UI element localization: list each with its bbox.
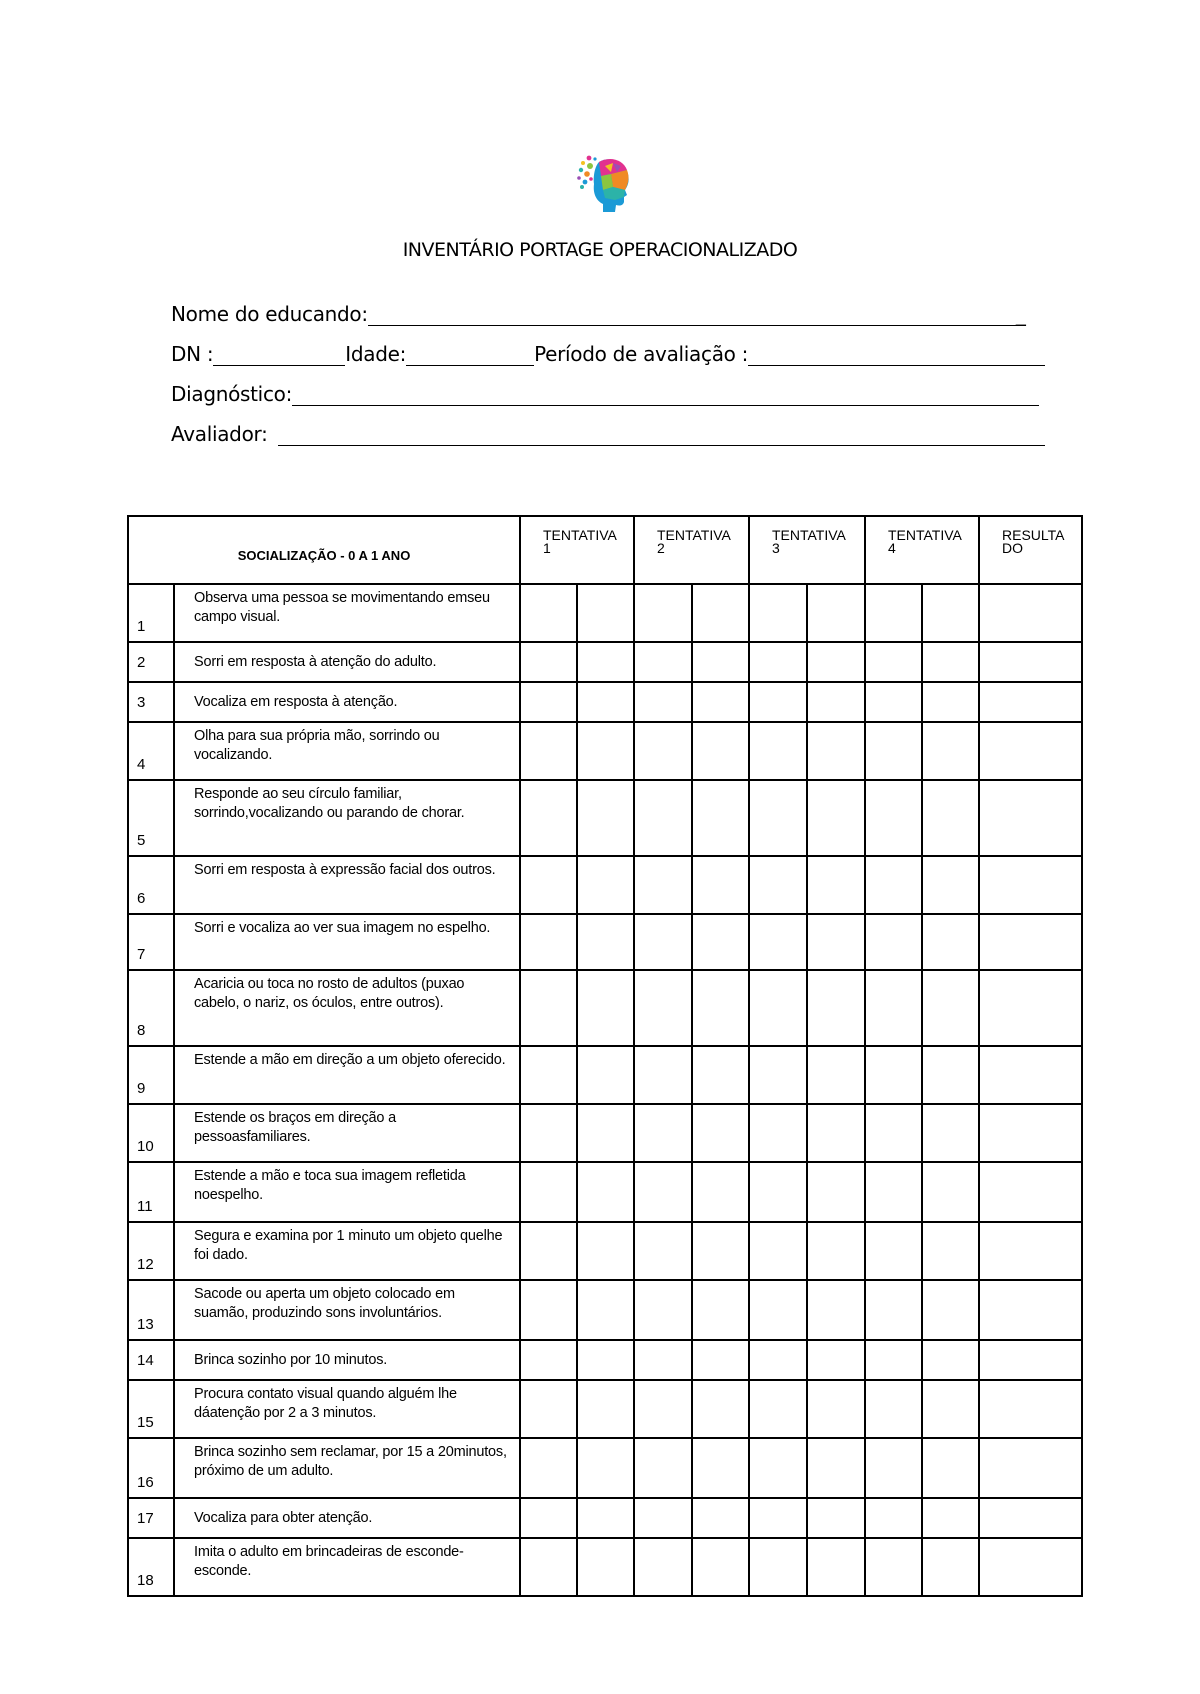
attempt-3-cell-1[interactable] (749, 780, 807, 856)
attempt-2-header (634, 516, 749, 584)
result-cell[interactable] (979, 722, 1082, 780)
attempt-1-cell-2[interactable] (577, 856, 634, 914)
attempt-3-cell-1[interactable] (749, 1104, 807, 1162)
attempt-1-cell-1[interactable] (520, 1046, 577, 1104)
attempt-4-cell-1[interactable] (865, 722, 922, 780)
attempt-3-cell-2[interactable] (807, 642, 865, 682)
attempt-3-cell-1[interactable] (749, 1222, 807, 1280)
attempt-1-cell-1[interactable] (520, 584, 577, 642)
attempt-4-cell-1[interactable] (865, 682, 922, 722)
result-cell[interactable] (979, 856, 1082, 914)
result-cell[interactable] (979, 1104, 1082, 1162)
row-description: Segura e examina por 1 minuto um objeto quelhe foi dado. (174, 1222, 520, 1280)
result-cell[interactable] (979, 1280, 1082, 1340)
attempt-2-cell-1[interactable] (634, 1280, 692, 1340)
attempt-2-cell-2[interactable] (692, 1340, 749, 1380)
attempt-1-cell-1[interactable] (520, 722, 577, 780)
result-header (979, 516, 1082, 584)
table-row (128, 1498, 1082, 1538)
attempt-4-cell-2[interactable] (922, 970, 979, 1046)
attempt-4-cell-2[interactable] (922, 1280, 979, 1340)
attempt-3-cell-1[interactable] (749, 970, 807, 1046)
attempt-1-cell-1[interactable] (520, 1498, 577, 1538)
diagnosis-row (171, 380, 1039, 406)
attempt-2-cell-1[interactable] (634, 914, 692, 970)
table-row (128, 1340, 1082, 1380)
row-description: Estende os braços em direção a pessoasfamiliares. (174, 1104, 520, 1162)
attempt-2-cell-2[interactable] (692, 970, 749, 1046)
attempt-1-cell-1[interactable] (520, 856, 577, 914)
attempt-4-cell-1[interactable] (865, 1046, 922, 1104)
attempt-4-header (865, 516, 979, 584)
evaluator-field[interactable] (278, 425, 1045, 446)
attempt-1-cell-2[interactable] (577, 1046, 634, 1104)
result-cell[interactable] (979, 1380, 1082, 1438)
result-cell[interactable] (979, 780, 1082, 856)
row-description: Vocaliza em resposta à atenção. (174, 682, 520, 722)
table-row (128, 914, 1082, 970)
attempt-2-cell-1[interactable] (634, 1380, 692, 1438)
result-cell[interactable] (979, 1222, 1082, 1280)
attempt-4-cell-2[interactable] (922, 1380, 979, 1438)
attempt-3-cell-2[interactable] (807, 1222, 865, 1280)
attempt-2-cell-2[interactable] (692, 584, 749, 642)
attempt-3-cell-2[interactable] (807, 1280, 865, 1340)
attempt-4-cell-1[interactable] (865, 1280, 922, 1340)
age-field[interactable] (406, 345, 534, 366)
attempt-3-cell-1[interactable] (749, 856, 807, 914)
attempt-4-cell-1[interactable] (865, 642, 922, 682)
row-description: Sacode ou aperta um objeto colocado em suamão, produzindo sons involuntários. (174, 1280, 520, 1340)
attempt-2-cell-2[interactable] (692, 1538, 749, 1596)
attempt-1-cell-1[interactable] (520, 642, 577, 682)
attempt-1-cell-2[interactable] (577, 682, 634, 722)
row-description: Brinca sozinho sem reclamar, por 15 a 20minutos, próximo de um adulto. (174, 1438, 520, 1498)
attempt-3-cell-2[interactable] (807, 1538, 865, 1596)
colorful-head-logo-icon (575, 154, 633, 216)
table-row (128, 642, 1082, 682)
result-cell[interactable] (979, 642, 1082, 682)
attempt-1-word: TENTATIVA (543, 527, 617, 543)
row-description: Brinca sozinho por 10 minutos. (174, 1340, 520, 1380)
evaluator-label: Avaliador: (171, 422, 268, 446)
row-description: Vocaliza para obter atenção. (174, 1498, 520, 1538)
attempt-1-cell-1[interactable] (520, 1104, 577, 1162)
attempt-1-header (520, 516, 634, 584)
row-description: Olha para sua própria mão, sorrindo ou vocalizando. (174, 722, 520, 780)
attempt-4-cell-2[interactable] (922, 1538, 979, 1596)
result-cell[interactable] (979, 1046, 1082, 1104)
attempt-4-cell-1[interactable] (865, 970, 922, 1046)
attempt-4-cell-1[interactable] (865, 914, 922, 970)
table-row (128, 722, 1082, 780)
attempt-1-cell-2[interactable] (577, 1222, 634, 1280)
table-row (128, 856, 1082, 914)
student-name-label: Nome do educando: (171, 302, 368, 326)
dob-label: DN : (171, 342, 214, 366)
attempt-2-cell-2[interactable] (692, 1162, 749, 1222)
table-header-row (128, 516, 1082, 584)
attempt-3-cell-1[interactable] (749, 1380, 807, 1438)
attempt-1-cell-2[interactable] (577, 642, 634, 682)
attempt-2-word: TENTATIVA (657, 527, 731, 543)
dob-age-period-row (171, 340, 1045, 366)
attempt-4-cell-2[interactable] (922, 1498, 979, 1538)
attempt-3-cell-2[interactable] (807, 1498, 865, 1538)
attempt-4-cell-2[interactable] (922, 1162, 979, 1222)
diagnosis-field[interactable] (292, 385, 1039, 406)
attempt-3-cell-2[interactable] (807, 856, 865, 914)
table-row (128, 1222, 1082, 1280)
attempt-1-cell-1[interactable] (520, 1538, 577, 1596)
attempt-4-cell-2[interactable] (922, 1340, 979, 1380)
attempt-1-cell-2[interactable] (577, 780, 634, 856)
row-number: 14 (128, 1340, 174, 1380)
attempt-1-cell-1[interactable] (520, 1438, 577, 1498)
attempt-4-word: TENTATIVA (888, 527, 962, 543)
evaluator-row (171, 420, 1045, 446)
result-cell[interactable] (979, 970, 1082, 1046)
attempt-3-cell-1[interactable] (749, 682, 807, 722)
table-row (128, 584, 1082, 642)
attempt-3-cell-2[interactable] (807, 722, 865, 780)
row-number: 12 (128, 1222, 174, 1280)
attempt-3-cell-1[interactable] (749, 1498, 807, 1538)
attempt-4-cell-1[interactable] (865, 1222, 922, 1280)
table-row (128, 1046, 1082, 1104)
attempt-1-cell-2[interactable] (577, 1538, 634, 1596)
attempt-2-cell-1[interactable] (634, 642, 692, 682)
attempt-3-cell-1[interactable] (749, 1538, 807, 1596)
attempt-3-cell-1[interactable] (749, 1162, 807, 1222)
attempt-3-cell-1[interactable] (749, 914, 807, 970)
attempt-1-cell-1[interactable] (520, 780, 577, 856)
row-number: 2 (128, 642, 174, 682)
attempt-2-cell-1[interactable] (634, 1222, 692, 1280)
row-number: 9 (128, 1046, 174, 1104)
table-row (128, 1438, 1082, 1498)
attempt-4-cell-1[interactable] (865, 780, 922, 856)
attempt-3-cell-1[interactable] (749, 642, 807, 682)
attempt-2-cell-1[interactable] (634, 682, 692, 722)
row-number: 15 (128, 1380, 174, 1438)
attempt-3-cell-2[interactable] (807, 1380, 865, 1438)
attempt-2-cell-1[interactable] (634, 1438, 692, 1498)
attempt-1-cell-1[interactable] (520, 1162, 577, 1222)
result-cell[interactable] (979, 1538, 1082, 1596)
attempt-2-cell-1[interactable] (634, 1538, 692, 1596)
attempt-3-cell-2[interactable] (807, 1162, 865, 1222)
result-header-line1: RESULTA (1002, 527, 1065, 543)
attempt-1-cell-2[interactable] (577, 1380, 634, 1438)
dob-field[interactable] (213, 345, 345, 366)
row-number: 1 (128, 584, 174, 642)
row-description: Sorri em resposta à atenção do adulto. (174, 642, 520, 682)
attempt-2-cell-1[interactable] (634, 1498, 692, 1538)
attempt-3-word: TENTATIVA (772, 527, 846, 543)
attempt-2-cell-2[interactable] (692, 1280, 749, 1340)
result-cell[interactable] (979, 1438, 1082, 1498)
row-description: Observa uma pessoa se movimentando emseu campo visual. (174, 584, 520, 642)
row-description: Estende a mão em direção a um objeto oferecido. (174, 1046, 520, 1104)
result-cell[interactable] (979, 1162, 1082, 1222)
attempt-2-cell-2[interactable] (692, 856, 749, 914)
attempt-1-cell-1[interactable] (520, 1340, 577, 1380)
attempt-2-cell-2[interactable] (692, 1438, 749, 1498)
attempt-4-cell-1[interactable] (865, 1340, 922, 1380)
table-row (128, 780, 1082, 856)
attempt-4-cell-2[interactable] (922, 856, 979, 914)
attempt-3-cell-2[interactable] (807, 1340, 865, 1380)
attempt-1-cell-1[interactable] (520, 1380, 577, 1438)
attempt-4-cell-2[interactable] (922, 1104, 979, 1162)
attempt-4-cell-1[interactable] (865, 856, 922, 914)
table-row (128, 970, 1082, 1046)
row-number: 10 (128, 1104, 174, 1162)
attempt-3-cell-2[interactable] (807, 1046, 865, 1104)
attempt-2-cell-1[interactable] (634, 1046, 692, 1104)
student-name-field[interactable] (368, 305, 1016, 326)
attempt-2-cell-1[interactable] (634, 1162, 692, 1222)
age-label: Idade: (345, 342, 407, 366)
attempt-4-cell-2[interactable] (922, 682, 979, 722)
attempt-4-cell-2[interactable] (922, 584, 979, 642)
attempt-1-cell-1[interactable] (520, 914, 577, 970)
attempt-4-cell-1[interactable] (865, 1162, 922, 1222)
assessment-table (127, 515, 1083, 1597)
attempt-2-cell-1[interactable] (634, 970, 692, 1046)
attempt-2-cell-1[interactable] (634, 856, 692, 914)
attempt-2-cell-1[interactable] (634, 1104, 692, 1162)
attempt-1-cell-1[interactable] (520, 970, 577, 1046)
attempt-2-cell-2[interactable] (692, 682, 749, 722)
section-title: SOCIALIZAÇÃO - 0 A 1 ANO (128, 516, 520, 584)
attempt-1-cell-2[interactable] (577, 1104, 634, 1162)
attempt-4-cell-2[interactable] (922, 1222, 979, 1280)
attempt-1-cell-2[interactable] (577, 584, 634, 642)
attempt-1-cell-1[interactable] (520, 1222, 577, 1280)
row-number: 5 (128, 780, 174, 856)
attempt-1-cell-2[interactable] (577, 722, 634, 780)
row-description: Sorri e vocaliza ao ver sua imagem no espelho. (174, 914, 520, 970)
attempt-3-cell-2[interactable] (807, 1104, 865, 1162)
attempt-2-cell-1[interactable] (634, 584, 692, 642)
diagnosis-label: Diagnóstico: (171, 382, 293, 406)
attempt-4-cell-2[interactable] (922, 780, 979, 856)
attempt-1-cell-1[interactable] (520, 682, 577, 722)
attempt-1-cell-2[interactable] (577, 1340, 634, 1380)
attempt-3-cell-1[interactable] (749, 1340, 807, 1380)
attempt-4-cell-1[interactable] (865, 1380, 922, 1438)
row-number: 13 (128, 1280, 174, 1340)
attempt-3-cell-1[interactable] (749, 1046, 807, 1104)
attempt-1-number: 1 (543, 540, 551, 556)
attempt-3-cell-2[interactable] (807, 914, 865, 970)
attempt-3-cell-2[interactable] (807, 780, 865, 856)
attempt-1-cell-1[interactable] (520, 1280, 577, 1340)
attempt-2-cell-2[interactable] (692, 722, 749, 780)
attempt-2-cell-2[interactable] (692, 1498, 749, 1538)
attempt-3-cell-2[interactable] (807, 584, 865, 642)
attempt-4-cell-1[interactable] (865, 584, 922, 642)
attempt-2-cell-2[interactable] (692, 1046, 749, 1104)
attempt-2-cell-1[interactable] (634, 1340, 692, 1380)
row-number: 11 (128, 1162, 174, 1222)
row-description: Acaricia ou toca no rosto de adultos (puxao cabelo, o nariz, os óculos, entre outros). (174, 970, 520, 1046)
table-row (128, 1380, 1082, 1438)
attempt-1-cell-2[interactable] (577, 1280, 634, 1340)
attempt-2-cell-2[interactable] (692, 914, 749, 970)
attempt-2-cell-2[interactable] (692, 1222, 749, 1280)
attempt-4-cell-1[interactable] (865, 1104, 922, 1162)
row-description: Imita o adulto em brincadeiras de esconde-esconde. (174, 1538, 520, 1596)
attempt-4-cell-2[interactable] (922, 722, 979, 780)
assessment-table-body (128, 516, 1082, 1596)
result-cell[interactable] (979, 1498, 1082, 1538)
attempt-4-cell-1[interactable] (865, 1538, 922, 1596)
student-name-row (171, 300, 1026, 326)
row-number: 8 (128, 970, 174, 1046)
attempt-4-cell-1[interactable] (865, 1438, 922, 1498)
table-row (128, 682, 1082, 722)
attempt-1-cell-2[interactable] (577, 914, 634, 970)
table-row (128, 1162, 1082, 1222)
row-number: 3 (128, 682, 174, 722)
attempt-1-cell-2[interactable] (577, 1162, 634, 1222)
attempt-3-cell-2[interactable] (807, 1438, 865, 1498)
row-number: 17 (128, 1498, 174, 1538)
row-description: Responde ao seu círculo familiar, sorrindo,vocalizando ou parando de chorar. (174, 780, 520, 856)
table-row (128, 1104, 1082, 1162)
attempt-3-header (749, 516, 865, 584)
table-row (128, 1280, 1082, 1340)
result-header-line2: DO (1002, 540, 1023, 556)
attempt-2-cell-1[interactable] (634, 780, 692, 856)
row-number: 18 (128, 1538, 174, 1596)
attempt-4-cell-2[interactable] (922, 642, 979, 682)
row-description: Sorri em resposta à expressão facial dos outros. (174, 856, 520, 914)
attempt-2-number: 2 (657, 540, 665, 556)
attempt-3-cell-1[interactable] (749, 1280, 807, 1340)
result-cell[interactable] (979, 584, 1082, 642)
attempt-4-cell-1[interactable] (865, 1498, 922, 1538)
row-description: Estende a mão e toca sua imagem refletida noespelho. (174, 1162, 520, 1222)
attempt-4-cell-2[interactable] (922, 1438, 979, 1498)
attempt-3-cell-2[interactable] (807, 970, 865, 1046)
row-number: 6 (128, 856, 174, 914)
table-row (128, 1538, 1082, 1596)
row-number: 4 (128, 722, 174, 780)
attempt-2-cell-1[interactable] (634, 722, 692, 780)
result-cell[interactable] (979, 1340, 1082, 1380)
row-number: 16 (128, 1438, 174, 1498)
page-title: INVENTÁRIO PORTAGE OPERACIONALIZADO (402, 239, 798, 261)
attempt-3-cell-2[interactable] (807, 682, 865, 722)
attempt-2-cell-2[interactable] (692, 642, 749, 682)
result-cell[interactable] (979, 682, 1082, 722)
attempt-3-cell-1[interactable] (749, 722, 807, 780)
attempt-1-cell-2[interactable] (577, 1498, 634, 1538)
attempt-2-cell-2[interactable] (692, 1104, 749, 1162)
attempt-1-cell-2[interactable] (577, 1438, 634, 1498)
attempt-3-cell-1[interactable] (749, 1438, 807, 1498)
period-field[interactable] (748, 345, 1045, 366)
result-cell[interactable] (979, 914, 1082, 970)
attempt-3-cell-1[interactable] (749, 584, 807, 642)
attempt-2-cell-2[interactable] (692, 1380, 749, 1438)
attempt-4-cell-2[interactable] (922, 914, 979, 970)
row-description: Procura contato visual quando alguém lhe dáatenção por 2 a 3 minutos. (174, 1380, 520, 1438)
attempt-4-cell-2[interactable] (922, 1046, 979, 1104)
row-number: 7 (128, 914, 174, 970)
attempt-3-number: 3 (772, 540, 780, 556)
period-label: Período de avaliação : (534, 342, 749, 366)
attempt-2-cell-2[interactable] (692, 780, 749, 856)
student-name-trailing: _ (1015, 302, 1026, 326)
attempt-1-cell-2[interactable] (577, 970, 634, 1046)
attempt-4-number: 4 (888, 540, 896, 556)
